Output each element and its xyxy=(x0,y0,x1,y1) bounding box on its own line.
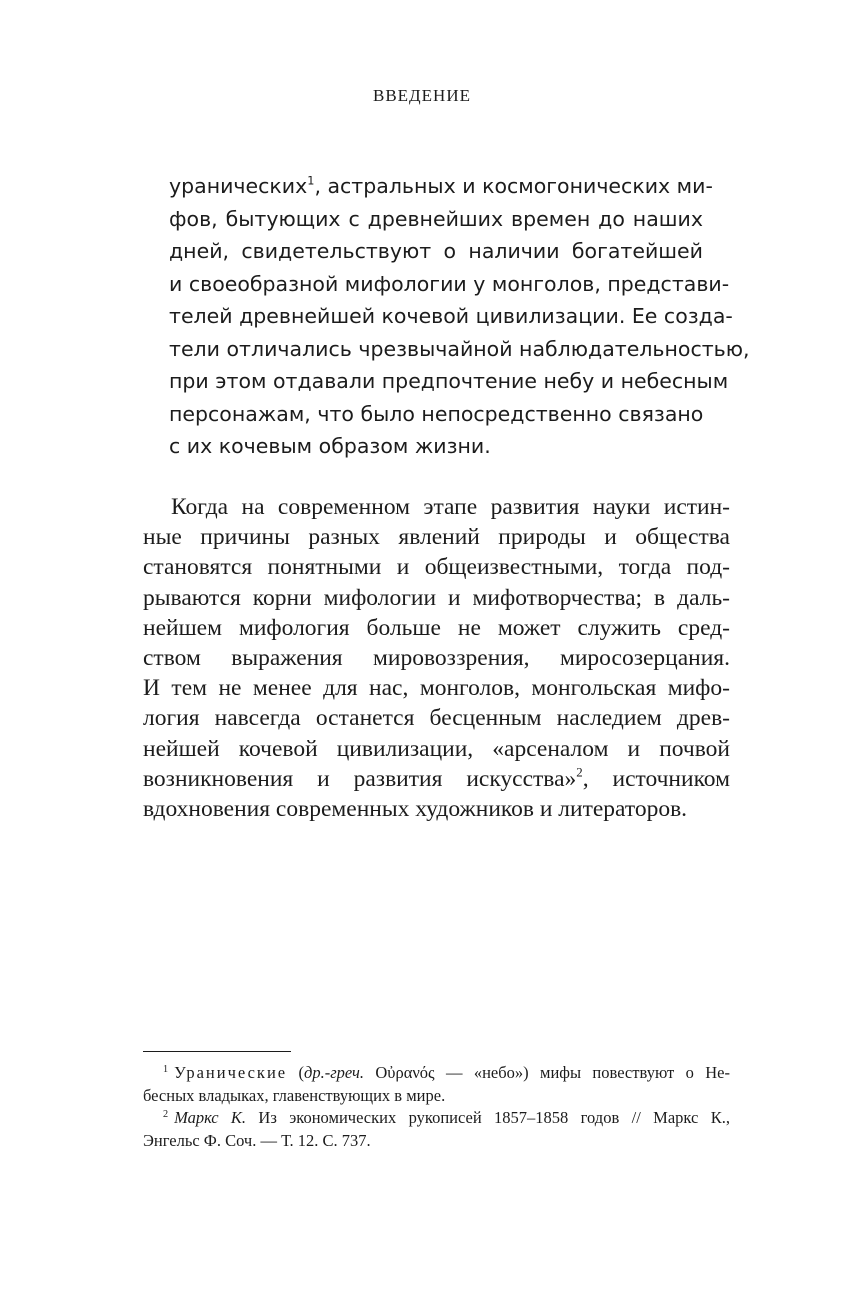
body-line: И тем не менее для нас, монголов, монгольская мифо- xyxy=(143,675,730,702)
body-line: Когда на современном этапе развития науки истин- xyxy=(171,494,730,520)
footnote-author: Маркс К. xyxy=(174,1108,247,1127)
epigraph-line: телей древнейшей кочевой цивилизации. Ее созда- xyxy=(169,304,733,328)
footnote-lang: др.-греч. xyxy=(303,1063,364,1082)
body-line: рываются корни мифологии и мифотворчества; в даль- xyxy=(143,584,730,611)
epigraph-line: с их кочевым образом жизни. xyxy=(169,434,491,458)
footnote-ref-2[interactable]: 2 xyxy=(576,764,583,780)
body-line: ством выражения мировоззрения, миросозерцания. xyxy=(143,645,730,672)
epigraph-line: и своеобразной мифологии у монголов, представи- xyxy=(169,271,730,296)
body-paragraph xyxy=(143,492,730,824)
footnote-line: Энгельс Ф. Соч. — Т. 12. С. 737. xyxy=(143,1130,371,1150)
footnote-mark: 2 xyxy=(163,1109,169,1121)
body-line: нейшем мифология больше не может служить сред- xyxy=(143,614,730,641)
footnote-mark: 1 xyxy=(163,1064,169,1076)
body-line: вдохновения современных художников и литераторов. xyxy=(143,796,688,823)
epigraph-line: тели отличались чрезвычайной наблюдательностью, xyxy=(169,336,750,361)
footnote-ref-1[interactable]: 1 xyxy=(307,174,315,188)
footnote-line: $^1$ Уранические (др.-греч. Οὐρανός — «небо») мифы повествуют о Не- xyxy=(163,1063,730,1082)
body-line: становятся понятными и общеизвестными, тогда под- xyxy=(143,554,730,581)
epigraph-line: при этом отдавали предпочтение небу и небесным xyxy=(169,369,729,393)
footnote-divider xyxy=(143,1051,291,1052)
epigraph-line: дней, свидетельствуют о наличии богатейшей xyxy=(169,239,703,263)
epigraph-line: уранических$^1$, астральных и космогонических ми- xyxy=(169,174,713,198)
epigraph-paragraph xyxy=(169,170,750,463)
footnote-line: $^2$ Маркс К. Из экономических рукописей 1857–1858 годов // Маркс К., xyxy=(163,1108,730,1127)
body-line: нейшей кочевой цивилизации, «арсеналом и почвой xyxy=(143,735,730,762)
running-title: ВВЕДЕНИЕ xyxy=(373,86,471,105)
footnotes xyxy=(143,1062,730,1152)
footnote-term: Уранические xyxy=(174,1063,288,1082)
footnote-2 xyxy=(143,1107,730,1152)
body-line: возникновения и развития искусства»$^2$, источником xyxy=(143,764,730,792)
epigraph-line: фов, бытующих с древнейших времен до наших xyxy=(169,206,703,231)
footnote-1 xyxy=(143,1062,730,1107)
epigraph-line: персонажам, что было непосредственно связано xyxy=(169,401,704,426)
body-line: логия навсегда останется бесценным наследием древ- xyxy=(143,705,730,732)
body-line: ные причины разных явлений природы и общества xyxy=(143,524,730,551)
footnote-line: бесных владыках, главенствующих в мире. xyxy=(143,1085,446,1105)
